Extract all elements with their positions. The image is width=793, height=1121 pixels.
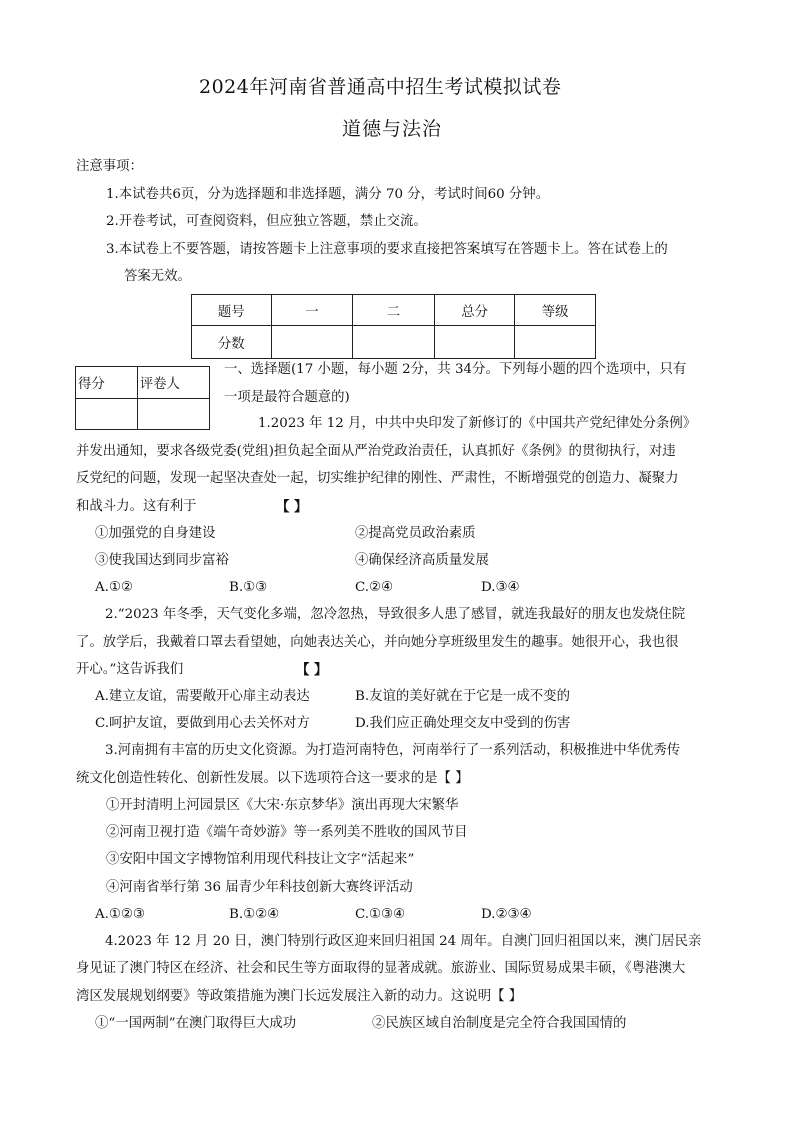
grader-box [75, 366, 210, 430]
notice-item: 2.开卷考试，可查阅资料，但应独立答题，禁止交流。 [106, 214, 427, 229]
option: A.①② [95, 580, 133, 595]
score-table-header: 题号 [192, 295, 272, 326]
score-cell [271, 326, 353, 359]
option: D.我们应正确处理交友中受到的伤害 [355, 716, 571, 731]
score-table-header: 一 [271, 295, 353, 326]
question-text: 统文化创造性转化、创新性发展。以下选项符合这一要求的是【 】 [76, 771, 469, 786]
question-text: 3.河南拥有丰富的历史文化资源。为打造河南特色，河南举行了一系列活动，积极推进中华优秀传 [105, 743, 681, 758]
score-cell [353, 326, 435, 359]
score-cell [76, 399, 138, 430]
statement: ③使我国达到同步富裕 [95, 553, 229, 568]
statement: ①“一国两制”在澳门取得巨大成功 [95, 1016, 297, 1031]
score-table [191, 294, 596, 359]
option: D.③④ [481, 580, 520, 595]
notice-item: 1.本试卷共6页，分为选择题和非选择题，满分 70 分，考试时间60 分钟。 [106, 187, 550, 202]
exam-title: 2024年河南省普通高中招生考试模拟试卷 [199, 76, 562, 98]
option: C.②④ [355, 580, 394, 595]
statement: ①加强党的自身建设 [95, 526, 216, 541]
option: B.①②④ [229, 907, 280, 922]
option: B.友谊的美好就在于它是一成不变的 [355, 689, 570, 704]
notice-item: 答案无效。 [124, 269, 191, 284]
question-text: 2.“2023 年冬季，天气变化多端，忽冷忽热，导致很多人患了感冒，就连我最好的朋友也发烧住院 [105, 607, 686, 622]
score-table-header: 二 [353, 295, 435, 326]
option: C.呵护友谊，要做到用心去关怀对方 [95, 716, 310, 731]
statement: ①开封清明上河园景区《大宋·东京梦华》演出再现大宋繁华 [106, 798, 459, 813]
score-table-header: 总分 [434, 295, 515, 326]
question-text: 4.2023 年 12 月 20 日，澳门特别行政区迎来回归祖国 24 周年。自澳门回归祖国以来，澳门居民亲 [105, 934, 702, 949]
score-label: 得分 [76, 367, 138, 399]
section-intro: 一项是最符合题意的) [224, 390, 350, 405]
option: A.建立友谊，需要敞开心扉主动表达 [95, 689, 310, 704]
answer-bracket: 【 】 [276, 499, 308, 515]
statement: ②河南卫视打造《端午奇妙游》等一系列美不胜收的国风节目 [106, 825, 468, 840]
answer-bracket: 【 】 [296, 662, 328, 678]
statement: ②提高党员政治素质 [355, 526, 476, 541]
grader-cell [137, 399, 209, 430]
notice-item: 3.本试卷上不要答题，请按答题卡上注意事项的要求直接把答案填写在答题卡上。答在试卷上的 [106, 242, 668, 257]
question-text: 了。放学后，我戴着口罩去看望她，向她表达关心，并向她分享班级里发生的趣事。她很开心，我也很 [76, 635, 679, 650]
score-table-header: 等级 [515, 295, 596, 326]
option: C.①③④ [355, 907, 406, 922]
score-row-label: 分数 [192, 326, 272, 359]
option: B.①③ [229, 580, 268, 595]
score-cell [434, 326, 515, 359]
question-text: 身见证了澳门特区在经济、社会和民生等方面取得的显著成就。旅游业、国际贸易成果丰硕，《粤港澳大 [76, 961, 686, 976]
statement: ④确保经济高质量发展 [355, 553, 489, 568]
question-text: 和战斗力。这有利于 [76, 499, 197, 514]
question-text: 开心。”这告诉我们 [76, 662, 184, 677]
question-text: 并发出通知，要求各级党委(党组)担负起全面从严治党政治责任，认真抓好《条例》的贯彻执行，对违 [76, 444, 676, 459]
option: A.①②③ [95, 907, 145, 922]
question-text: 1.2023 年 12 月，中共中央印发了新修订的《中国共产党纪律处分条例》 [258, 416, 697, 431]
grader-label: 评卷人 [137, 367, 209, 399]
statement: ②民族区域自治制度是完全符合我国国情的 [372, 1016, 627, 1031]
notice-heading: 注意事项： [76, 159, 143, 174]
question-text: 湾区发展规划纲要》等政策措施为澳门长远发展注入新的动力。这说明【 】 [76, 989, 523, 1004]
question-text: 反党纪的问题，发现一起坚决查处一起，切实维护纪律的刚性、严肃性，不断增强党的创造力、凝聚力 [76, 471, 679, 486]
statement: ③安阳中国文字博物馆利用现代科技让文字“活起来” [106, 852, 415, 867]
subject-title: 道德与法治 [342, 118, 443, 140]
statement: ④河南省举行第 36 届青少年科技创新大赛终评活动 [106, 880, 413, 895]
score-cell [515, 326, 596, 359]
option: D.②③④ [481, 907, 532, 922]
section-intro: 一、选择题(17 小题，每小题 2分，共 34分。下列每小题的四个选项中，只有 [224, 362, 687, 377]
